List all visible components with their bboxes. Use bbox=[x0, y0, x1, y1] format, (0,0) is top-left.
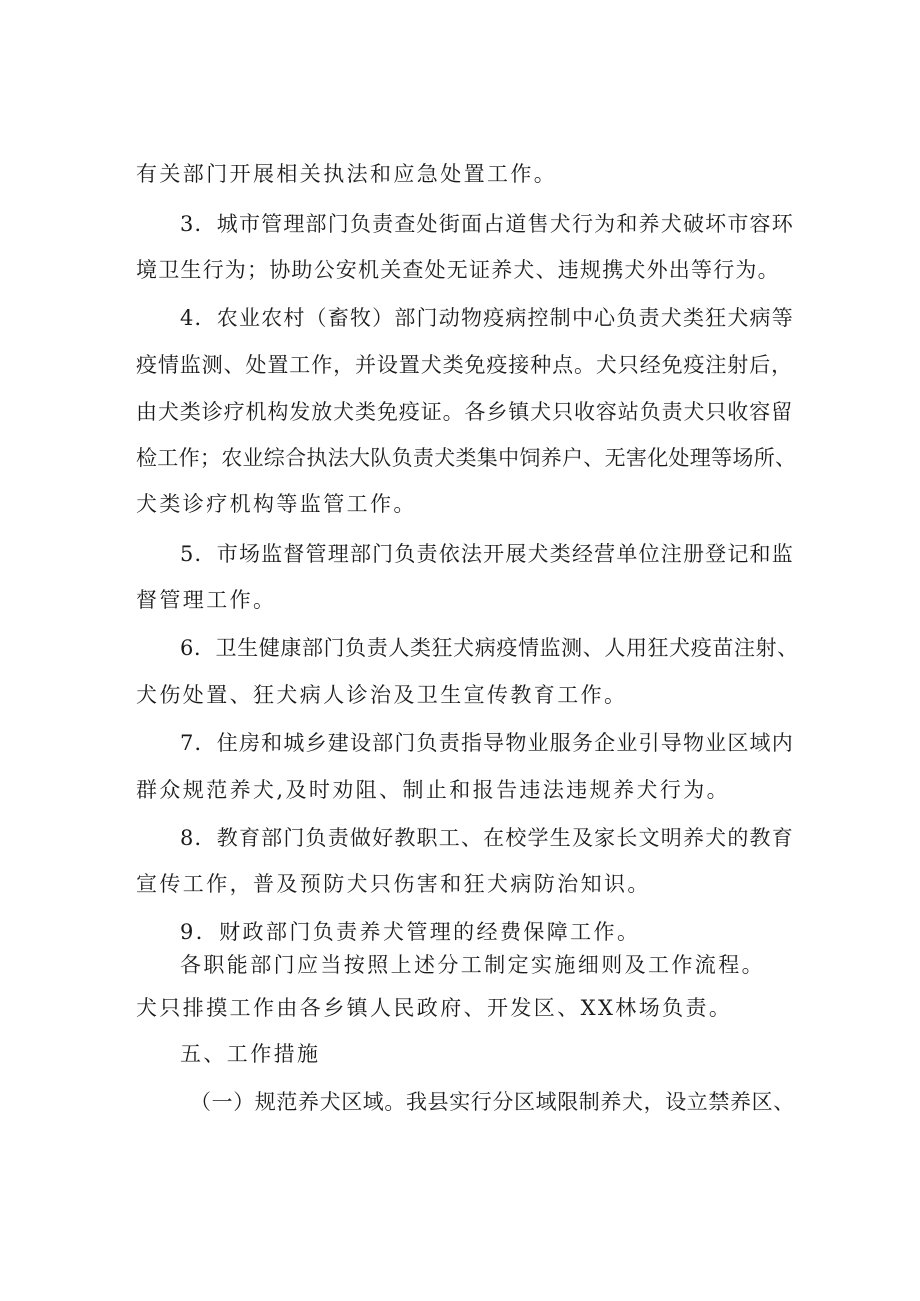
text-line: 有关部门开展相关执法和应急处置工作。 bbox=[136, 162, 558, 186]
text-line: 宣传工作，普及预防犬只伤害和狂犬病防治知识。 bbox=[136, 872, 651, 896]
text-line: 各职能部门应当按照上述分工制定实施细则及工作流程。 bbox=[180, 953, 765, 977]
text-line: 9．财政部门负责养犬管理的经费保障工作。 bbox=[180, 920, 641, 944]
text-line: （一）规范养犬区域。我县实行分区域限制养犬，设立禁养区、 bbox=[190, 1090, 795, 1114]
text-line: 由犬类诊疗机构发放犬类免疫证。各乡镇犬只收容站负责犬只收容留 bbox=[136, 400, 793, 424]
text-line: 6．卫生健康部门负责人类狂犬病疫情监测、人用狂犬疫苗注射、 bbox=[180, 636, 799, 660]
text-line: 犬只排摸工作由各乡镇人民政府、开发区、XX林场负责。 bbox=[136, 996, 733, 1020]
text-line: 8．教育部门负责做好教职工、在校学生及家长文明养犬的教育 bbox=[180, 826, 794, 850]
text-line: 检工作；农业综合执法大队负责犬类集中饲养户、无害化处理等场所、 bbox=[136, 446, 797, 470]
text-line: 群众规范养犬,及时劝阻、制止和报告违法违规养犬行为。 bbox=[136, 778, 731, 802]
text-line: 犬伤处置、狂犬病人诊治及卫生宣传教育工作。 bbox=[136, 683, 628, 707]
text-line: 督管理工作。 bbox=[136, 588, 277, 612]
text-line: 3．城市管理部门负责查处街面占道售犬行为和养犬破坏市容环 bbox=[180, 212, 794, 236]
text-line: 7．住房和城乡建设部门负责指导物业服务企业引导物业区域内 bbox=[180, 731, 794, 755]
text-line: 境卫生行为；协助公安机关查处无证养犬、违规携犬外出等行为。 bbox=[136, 258, 780, 282]
text-line: 犬类诊疗机构等监管工作。 bbox=[136, 492, 417, 516]
text-line: 5．市场监督管理部门负责依法开展犬类经营单位注册登记和监 bbox=[180, 542, 794, 566]
text-line: 4．农业农村（畜牧）部门动物疫病控制中心负责犬类狂犬病等 bbox=[180, 306, 794, 330]
text-line: 疫情监测、处置工作，并设置犬类免疫接种点。犬只经免疫注射后， bbox=[136, 353, 793, 377]
section-heading: 五、工作措施 bbox=[180, 1042, 321, 1066]
